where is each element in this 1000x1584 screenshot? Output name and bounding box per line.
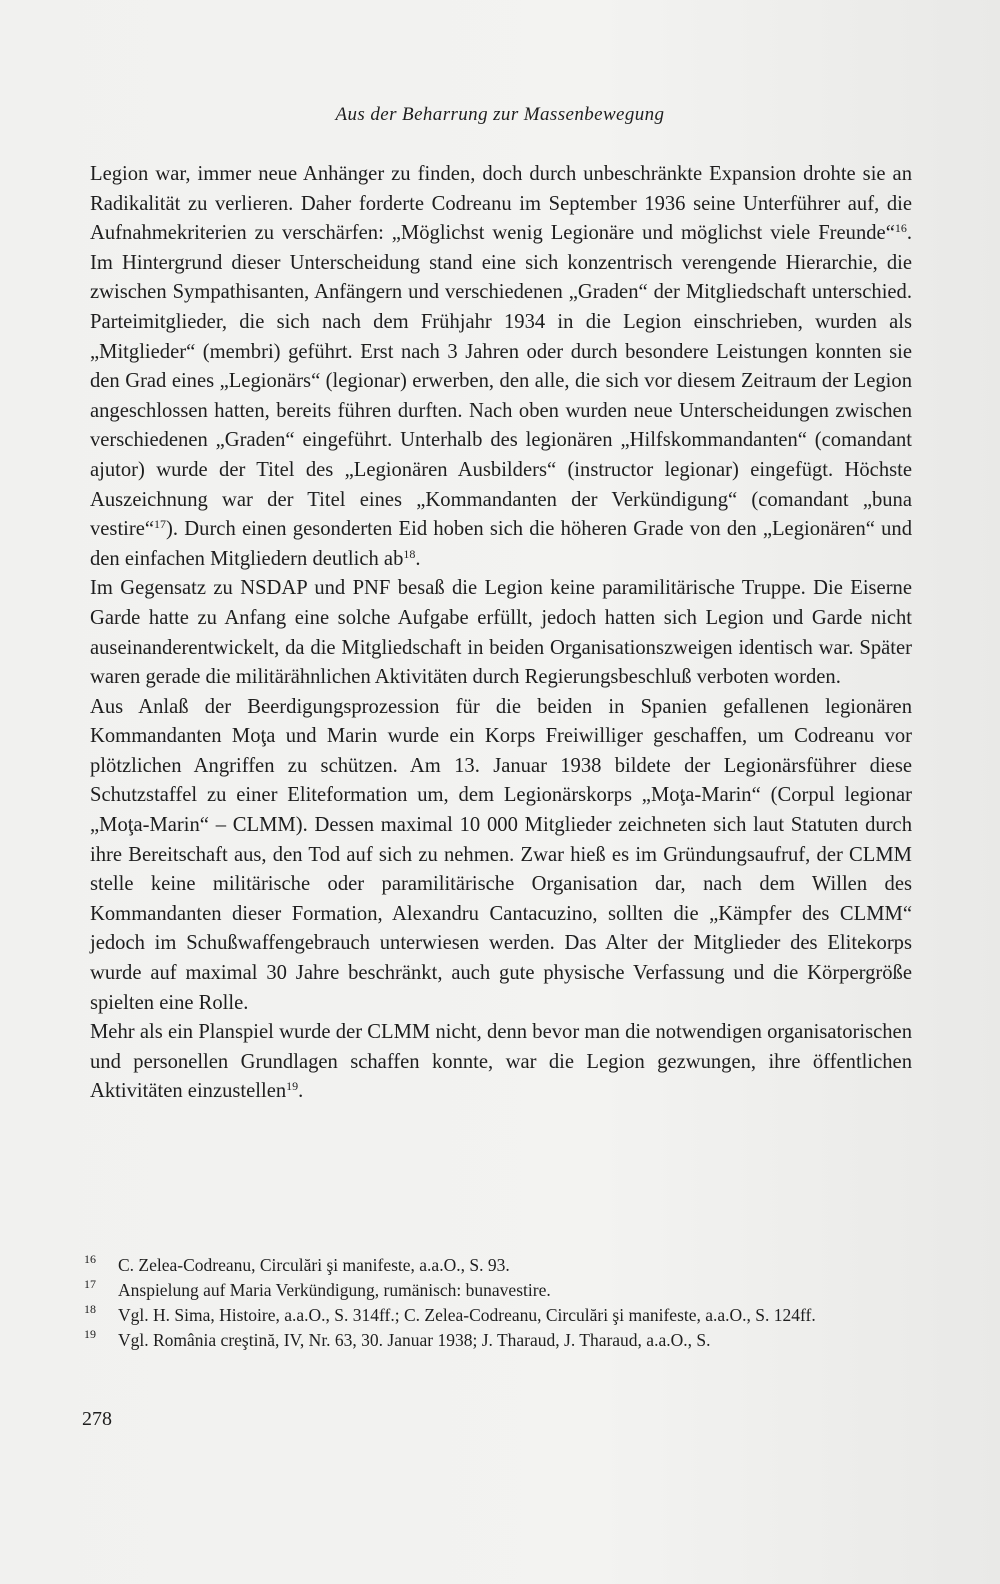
body-text [90, 160, 912, 1107]
text-run: . [298, 1080, 304, 1103]
text-run: Aus Anlaß der Beerdigungsprozession für die beiden in Spanien gefallenen legionären Kommandanten Moţa und Marin wurde ein Korps Freiwilliger geschaffen, um Codreanu vor plötzlichen Angriffen zu schützen. Am 13. Januar 1938 bildete der Legionärsführer diese Schutzstaffel zu einer Eliteformation um, dem Legionärskorps „Moţa-Marin“ (Corpul legionar „Moţa-Marin“ – CLMM). Dessen maximal 10 000 Mitglieder zeichneten sich laut Statuten durch ihre Bereitschaft aus, den Tod auf sich zu nehmen. Zwar hieß es im Gründungsaufruf, der CLMM stelle keine militärische oder paramilitärische Organisation dar, nach dem Willen des Kommandanten dieser Formation, Alexandru Cantacuzino, sollten die „Kämpfer des CLMM“ jedoch im Schußwaffengebrauch unterwiesen werden. Das Alter der Mitglieder des Elitekorps wurde auf maximal 30 Jahre beschränkt, auch gute physische Verfassung und die Körpergröße spielten eine Rolle. [90, 695, 912, 1014]
text-run: ). Durch einen gesonderten Eid hoben sich die höheren Grade von den „Legionären“ und den einfachen Mitgliedern deutlich ab [90, 518, 912, 570]
text-run: Im Gegensatz zu NSDAP und PNF besaß die Legion keine paramilitärische Truppe. Die Eiserne Garde hatte zu Anfang eine solche Aufgabe erfüllt, jedoch hatten sich Legion und Garde nicht auseinanderentwickelt, da die Mitgliedschaft in beiden Organisationszweigen identisch war. Später waren gerade die militärähnlichen Aktivitäten durch Regierungsbeschluß verboten worden. [90, 577, 912, 689]
footnote-text: C. Zelea-Codreanu, Circulări şi manifeste, a.a.O., S. 93. [118, 1255, 510, 1275]
paragraph [90, 1018, 912, 1107]
footnote [82, 1279, 912, 1301]
footnote-number: 17 [84, 1277, 96, 1291]
text-run: Mehr als ein Planspiel wurde der CLMM nicht, denn bevor man die notwendigen organisatorischen und personellen Grundlagen schaffen konnte, war die Legion gezwungen, ihre öffentlichen Aktivitäten einzustellen [90, 1021, 912, 1103]
text-run: . Im Hintergrund dieser Unterscheidung stand eine sich konzentrisch verengende Hierarchie, die zwischen Sympathisanten, Anfängern und verschiedenen „Graden“ der Mitgliedschaft unterschied. Parteimitglieder, die sich nach dem Frühjahr 1934 in die Legion einschrieben, wurden als „Mitglieder“ (membri) geführt. Erst nach 3 Jahren oder durch besondere Leistungen konnten sie den Grad eines „Legionärs“ (legionar) erwerben, den alle, die sich vor diesem Zeitraum der Legion angeschlossen hatten, bereits führen durften. Nach oben wurden neue Unterscheidungen zwischen verschiedenen „Graden“ eingeführt. Unterhalb des legionären „Hilfskommandanten“ (comandant ajutor) wurde der Titel des „Legionären Ausbilders“ (instructor legionar) eingefügt. Höchste Auszeichnung war der Titel eines „Kommandanten der Verkündigung“ (comandant „buna vestire“ [90, 222, 912, 541]
footnote-ref: 18 [403, 546, 416, 561]
footnote-ref: 16 [894, 221, 907, 236]
footnote-ref: 17 [154, 517, 167, 532]
footnote-number: 18 [84, 1302, 96, 1316]
footnote-text: Vgl. România creştină, IV, Nr. 63, 30. Januar 1938; J. Tharaud, J. Tharaud, a.a.O., S. [118, 1330, 711, 1350]
footnote-number: 16 [84, 1252, 96, 1266]
text-run: . [415, 547, 421, 570]
paragraph [90, 160, 912, 574]
page-number: 278 [82, 1408, 112, 1430]
footnote [82, 1329, 912, 1351]
footnote-text: Anspielung auf Maria Verkündigung, rumänisch: bunavestire. [118, 1280, 551, 1300]
paragraph [90, 574, 912, 692]
footnote-ref: 19 [286, 1079, 299, 1094]
footnote-number: 19 [84, 1327, 96, 1341]
footnote [82, 1254, 912, 1276]
text-run: Legion war, immer neue Anhänger zu finden, doch durch unbeschränkte Expansion drohte sie an Radikalität zu verlieren. Daher forderte Codreanu im September 1936 seine Unterführer auf, die Aufnahmekriterien zu verschärfen: „Möglichst wenig Legionäre und möglichst viele Freunde“ [90, 163, 912, 245]
footnotes [82, 1254, 912, 1354]
running-head: Aus der Beharrung zur Massenbewegung [335, 104, 665, 125]
paragraph [90, 693, 912, 1019]
footnote-text: Vgl. H. Sima, Histoire, a.a.O., S. 314ff.; C. Zelea-Codreanu, Circulări şi manifeste, a.a.O., S. 124ff. [118, 1305, 816, 1325]
footnote [82, 1304, 912, 1326]
